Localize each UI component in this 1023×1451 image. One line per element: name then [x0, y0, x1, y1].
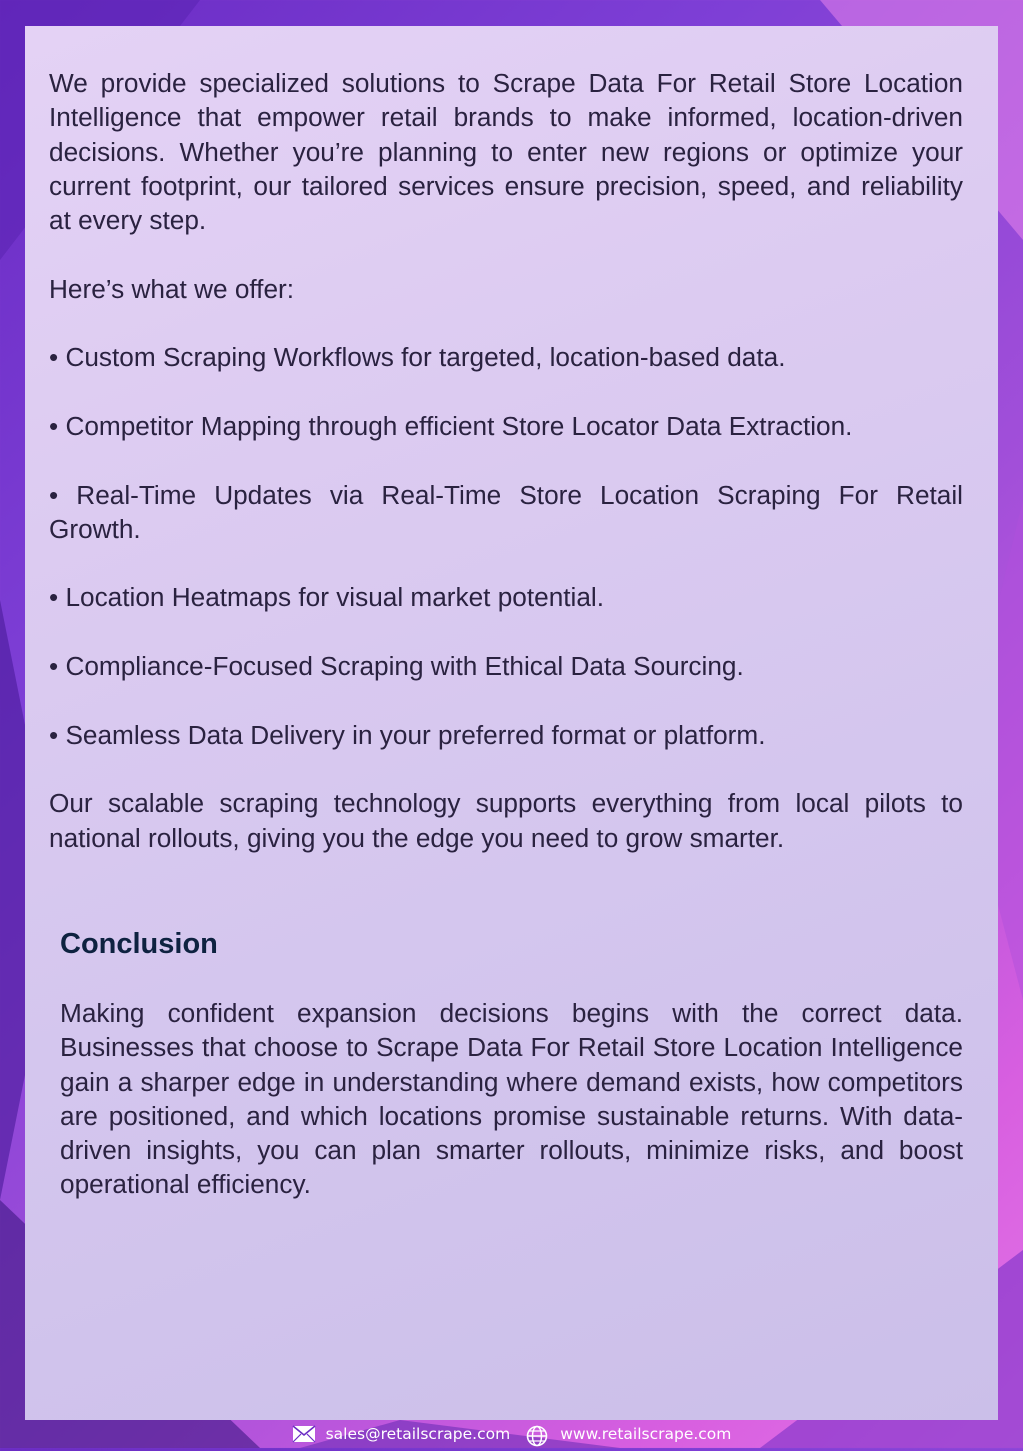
- conclusion-paragraph: Making confident expansion decisions begins with the correct data. Businesses that choose to Scrape Data For Retail Store Location Intelligence gain a sharper edge in understanding where demand exists, how competitors are positioned, and which locations promise sustainable returns. With data-driven insights, you can plan smarter rollouts, minimize risks, and boost operational efficiency.: [60, 998, 963, 1200]
- email-link[interactable]: sales@retailscrape.com: [325, 1425, 511, 1443]
- list-item: • Custom Scraping Workflows for targeted, location-based data.: [49, 342, 786, 373]
- intro-paragraph: We provide specialized solutions to Scrape Data For Retail Store Location Intelligence that empower retail brands to make informed, location-driven decisions. Whether you’re planning to enter new regions or optimize your current footprint, our tailored services ensure precision, speed, and reliability at every step.: [49, 68, 963, 236]
- content-panel: [25, 26, 998, 1420]
- list-item: • Competitor Mapping through efficient Store Locator Data Extraction.: [49, 410, 853, 441]
- main-content: [49, 66, 963, 855]
- footer: [0, 1420, 1023, 1448]
- list-item: • Seamless Data Delivery in your preferred format or platform.: [49, 719, 766, 750]
- list-item: • Compliance-Focused Scraping with Ethical Data Sourcing.: [49, 651, 744, 682]
- footer-website[interactable]: [526, 1425, 731, 1443]
- website-link[interactable]: www.retailscrape.com: [560, 1425, 732, 1443]
- closing-paragraph: Our scalable scraping technology supports everything from local pilots to national rollouts, giving you the edge you need to grow smarter.: [49, 788, 963, 853]
- conclusion-section: [60, 926, 963, 1202]
- offer-heading: Here’s what we offer:: [49, 273, 295, 304]
- envelope-icon: [292, 1425, 316, 1443]
- list-item: • Location Heatmaps for visual market potential.: [49, 582, 605, 613]
- conclusion-heading: Conclusion: [60, 928, 218, 960]
- globe-icon: [526, 1425, 550, 1443]
- footer-email[interactable]: [292, 1425, 511, 1443]
- list-item: • Real-Time Updates via Real-Time Store Location Scraping For Retail Growth.: [49, 479, 963, 544]
